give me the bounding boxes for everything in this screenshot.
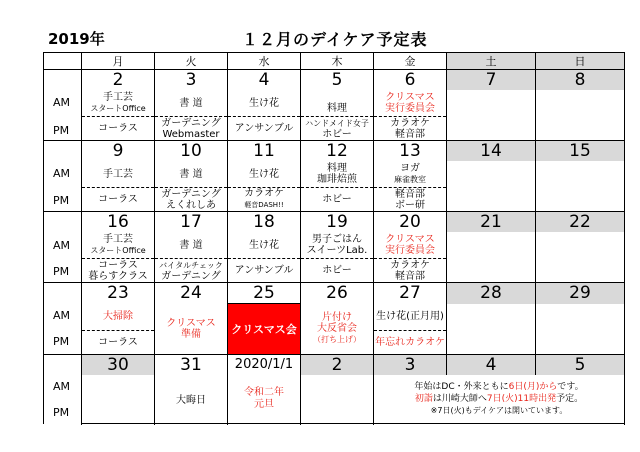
pm-activity: ホビー [301,188,374,212]
weekday-mon: 月 [82,53,155,70]
date-cell: 26 [301,283,374,304]
week5-body-row [44,375,625,424]
week1-date-row [44,70,625,91]
date-cell: 31 [155,354,228,375]
pm-activity: ガーデニング えくれしあ [155,188,228,212]
weekend-blank [536,90,625,141]
am-activity: 生け花 [228,90,301,117]
date-cell: 19 [301,212,374,233]
date-cell: 5 [301,70,374,91]
pm-activity: ハンドメイド女子 ホビー [301,117,374,141]
week1-am-row [44,90,625,117]
date-cell-sun: 22 [536,212,625,233]
date-cell-sat: 14 [447,141,536,162]
pm-activity: アンサンブル [228,259,301,283]
am-activity: 手工芸 スタートOffice [82,90,155,117]
weekend-blank [536,232,625,283]
date-cell-sat: 21 [447,212,536,233]
am-activity: 生け花 [228,232,301,259]
pm-activity: コーラス [82,117,155,141]
am-activity: クリスマス 実行委員会 [374,90,447,117]
weekend-blank [447,232,536,283]
date-cell: 2020/1/1 [228,354,301,375]
date-cell: 2 [301,354,374,375]
weekend-blank [447,90,536,141]
am-label: AM [53,239,71,252]
date-cell: 9 [82,141,155,162]
date-cell: 20 [374,212,447,233]
notice-line-2: 初詣は川崎大師へ7日(火)11時出発予定。 [414,393,584,404]
pm-label: PM [53,194,70,207]
date-cell: 10 [155,141,228,162]
am-activity: ヨガ 麻雀教室 [374,161,447,188]
date-cell-sun: 5 [536,354,625,375]
pm-activity: 年忘れカラオケ [374,330,447,354]
pm-activity: アンサンブル [228,117,301,141]
date-cell: 3 [155,70,228,91]
new-year-notice [374,375,625,424]
am-activity: クリスマス 準備 [155,304,228,355]
weekend-blank [536,304,625,355]
weekend-blank [536,161,625,212]
weekday-sat: 土 [447,53,536,70]
pm-activity: ホビー [301,259,374,283]
week4-date-row [44,283,625,304]
am-label: AM [53,309,71,322]
date-cell-sun: 8 [536,70,625,91]
pm-label: PM [53,335,70,348]
week3-date-row [44,212,625,233]
am-activity: 料理 珈琲焙煎 [301,161,374,188]
calendar-table [43,52,625,424]
week4-am-row [44,304,625,331]
date-cell: 23 [82,283,155,304]
pm-activity: コーラス 暮らすクラス [82,259,155,283]
week2-am-row [44,161,625,188]
weekend-blank [447,304,536,355]
am-activity: 書 道 [155,161,228,188]
new-years-eve-cell: 大晦日 [155,375,228,424]
weekday-header-row [44,53,625,70]
date-cell: 12 [301,141,374,162]
date-cell: 16 [82,212,155,233]
am-activity: 料理 [301,90,374,117]
am-label: AM [53,96,71,109]
week5-date-row [44,354,625,375]
am-activity: 書 道 [155,90,228,117]
am-activity: 片付け 大反省会 （打ち上げ） [301,304,374,355]
date-cell: 3 [374,354,447,375]
date-cell: 30 [82,354,155,375]
date-cell-sat: 4 [447,354,536,375]
pm-activity: カラオケ 軽音DASH!! [228,188,301,212]
pm-label: PM [53,265,70,278]
pm-label: PM [53,406,70,419]
corner-cell [44,53,82,70]
pm-label: PM [53,124,70,137]
am-label: AM [53,167,71,180]
date-cell: 18 [228,212,301,233]
date-cell: 24 [155,283,228,304]
notice-line-3: ※7日(火)もデイケアは開いています。 [430,405,568,415]
date-cell-sat: 28 [447,283,536,304]
am-activity: 男子ごはん スイーツLab. [301,232,374,259]
date-cell: 25 [228,283,301,304]
am-activity: 書 道 [155,232,228,259]
am-activity: 手工芸 [82,161,155,188]
am-activity: クリスマス 実行委員会 [374,232,447,259]
page-title: １２月のデイケア予定表 [242,30,428,49]
week3-am-row [44,232,625,259]
date-cell: 11 [228,141,301,162]
am-activity: 手工芸 スタートOffice [82,232,155,259]
weekday-sun: 日 [536,53,625,70]
pm-activity: カラオケ 軽音部 [374,117,447,141]
date-cell: 17 [155,212,228,233]
pm-activity: コーラス [82,330,155,354]
christmas-party-event: クリスマス会 [228,304,301,355]
blank-cell [82,375,155,424]
am-activity: 生け花(正月用) [374,304,447,331]
weekday-fri: 金 [374,53,447,70]
weekday-thu: 木 [301,53,374,70]
date-cell-sun: 29 [536,283,625,304]
pm-activity: 軽音部 ボー研 [374,188,447,212]
blank-cell [301,375,374,424]
pm-activity: カラオケ 軽音部 [374,259,447,283]
date-cell: 6 [374,70,447,91]
date-cell-sat: 7 [447,70,536,91]
date-cell: 2 [82,70,155,91]
weekday-tue: 火 [155,53,228,70]
week2-date-row [44,141,625,162]
pm-activity: コーラス [82,188,155,212]
date-cell: 4 [228,70,301,91]
am-label: AM [53,380,71,393]
year-label: 2019年 [48,30,105,48]
pm-activity: バイタルチェック ガーデニング [155,259,228,283]
new-years-day-cell: 令和二年 元旦 [228,375,301,424]
weekday-wed: 水 [228,53,301,70]
date-cell: 27 [374,283,447,304]
am-activity: 大掃除 [82,304,155,331]
am-activity: 生け花 [228,161,301,188]
date-cell: 13 [374,141,447,162]
weekend-blank [447,161,536,212]
notice-line-1: 年始はDC・外来ともに6日(月)からです。 [414,381,584,392]
pm-activity: ガーデニング Webmaster [155,117,228,141]
date-cell-sun: 15 [536,141,625,162]
